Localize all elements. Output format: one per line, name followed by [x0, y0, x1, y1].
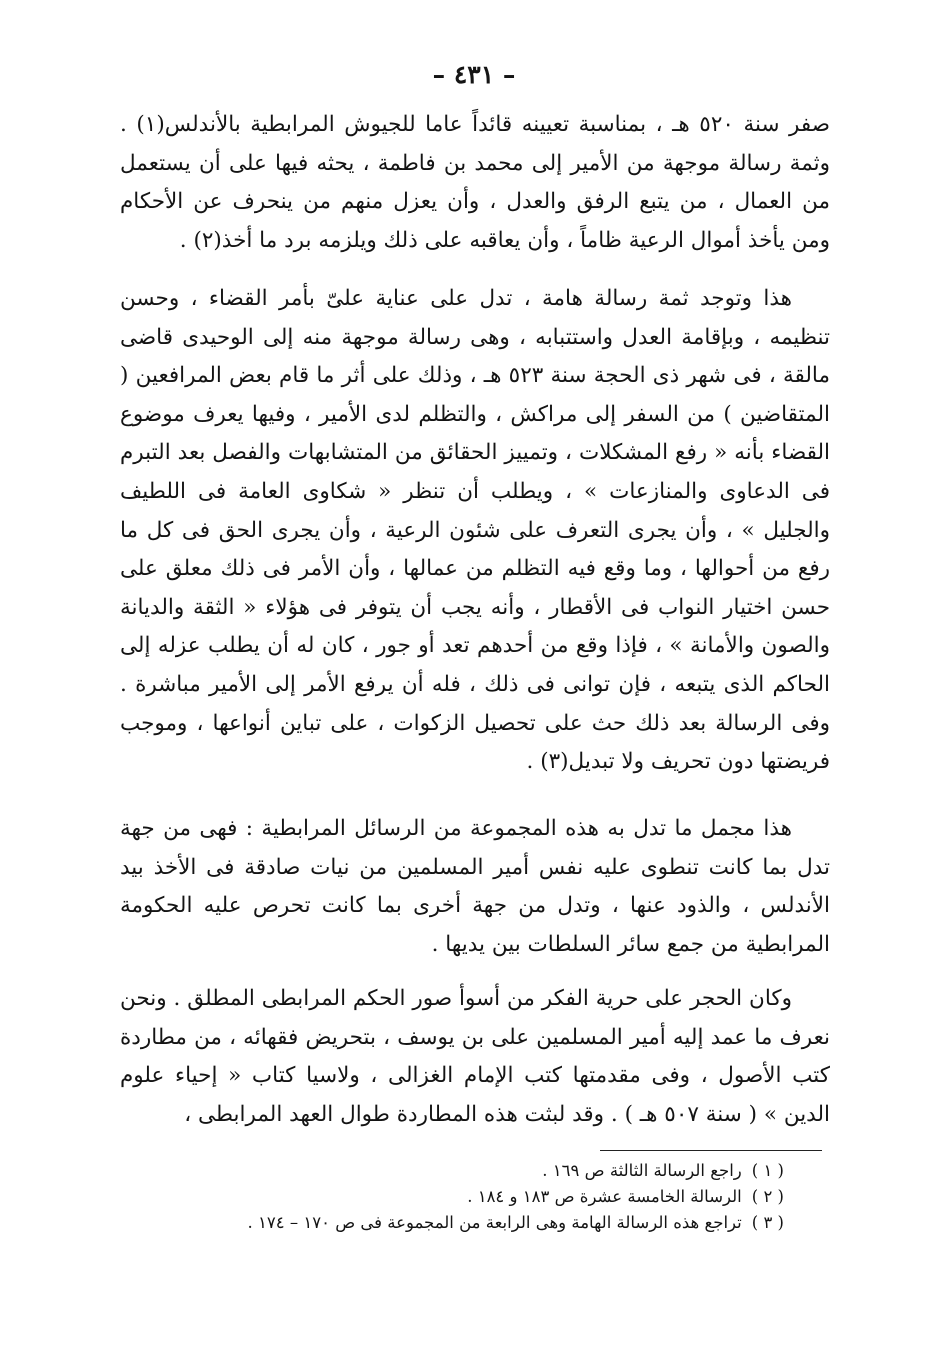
footnote-text: راجع الرسالة الثالثة ص ١٦٩ . [542, 1161, 742, 1180]
paragraph-text: هذا مجمل ما تدل به هذه المجموعة من الرسائل المرابطية : فهى من جهة تدل بما كانت تنطوى عليه نفس أمير المسلمين من نيات صادقة فى الأخذ بيد الأندلس ، والذود عنها ، وتدل من جهة أخرى بما كانت تحرص عليه الحكومة المرابطية من جمع سائر السلطات بين يديها . [120, 816, 830, 957]
page-number: – ٤٣١ – [432, 60, 516, 89]
footnote-number: ( ٢ ) [751, 1187, 784, 1206]
footnote-1 [120, 1158, 784, 1184]
paragraph-3 [120, 810, 830, 964]
paragraph-4 [120, 980, 830, 1134]
footnote-text: تراجع هذه الرسالة الهامة وهى الرابعة من المجموعة فى ص ١٧٠ – ١٧٤ . [247, 1213, 742, 1232]
paragraph-text: وكان الحجر على حرية الفكر من أسوأ صور الحكم المرابطى المطلق . ونحن نعرف ما عمد إليه أمير المسلمين على بن يوسف ، بتحريض فقهائه ، من مطاردة كتب الأصول ، وفى مقدمتها كتب الإمام الغزالى ، ولاسيا كتاب « إحياء علوم الدين » ( سنة ٥٠٧ هـ ) . وقد لبثت هذه المطاردة طوال العهد المرابطى ، [120, 986, 830, 1127]
footnote-divider [600, 1150, 822, 1151]
footnote-text: الرسالة الخامسة عشرة ص ١٨٣ و ١٨٤ . [467, 1187, 742, 1206]
paragraph-1 [120, 106, 830, 260]
paragraph-text: هذا وتوجد ثمة رسالة هامة ، تدل على عناية علىّ بأمر القضاء ، وحسن تنظيمه ، وبإقامة العدل واستتبابه ، وهى رسالة موجهة منه إلى الوحيدى قاضى مالقة ، فى شهر ذى الحجة سنة ٥٢٣ هـ ، وذلك على أثر ما قام بعض المرافعين ( المتقاضين ) من السفر إلى مراكش ، والتظلم لدى الأمير ، وفيها يعرف موضوع القضاء بأنه « رفع المشكلات ، وتمييز الحقائق من المتشابهات والفصل بعد التبرم فى الدعاوى والمنازعات » ، ويطلب أن تنظر « شكاوى العامة فى اللطيف والجليل » ، وأن يجرى التعرف على شئون الرعية ، وأن يجرى الحق فى كل ما رفع من أحوالها ، وما وقع فيه التظلم من عمالها ، وأن الأمر فى ذلك معلق على حسن اختيار النواب فى الأقطار ، وأنه يجب أن يتوفر فى هؤلاء « الثقة والديانة والصون والأمانة » ، فإذا وقع من أحدهم تعد أو جور ، كان له أن يطلب عزله إلى الحاكم الذى يتبعه ، فإن توانى فى ذلك ، فله أن يرفع الأمر إلى الأمير مباشرة . وفى الرسالة بعد ذلك حث على تحصيل الزكوات ، على تباين أنواعها ، وموجب فريضتها دون تحريف ولا تبديل(٣) . [120, 286, 830, 775]
footnote-3 [120, 1210, 784, 1236]
footnotes [120, 1158, 784, 1236]
footnote-number: ( ١ ) [751, 1161, 784, 1180]
paragraph-text: صفر سنة ٥٢٠ هـ ، بمناسبة تعيينه قائداً عاما للجيوش المرابطية بالأندلس(١) . وثمة رسالة موجهة من الأمير إلى محمد بن فاطمة ، يحثه فيها على أن يستعمل من العمال ، من يتبع الرفق والعدل ، وأن يعزل منهم من ينحرف عن الأحكام ومن يأخذ أموال الرعية ظاماً ، وأن يعاقبه على ذلك ويلزمه برد ما أخذ(٢) . [120, 112, 831, 253]
paragraph-2 [120, 280, 830, 782]
footnote-2 [120, 1184, 784, 1210]
footnote-number: ( ٣ ) [751, 1213, 784, 1232]
